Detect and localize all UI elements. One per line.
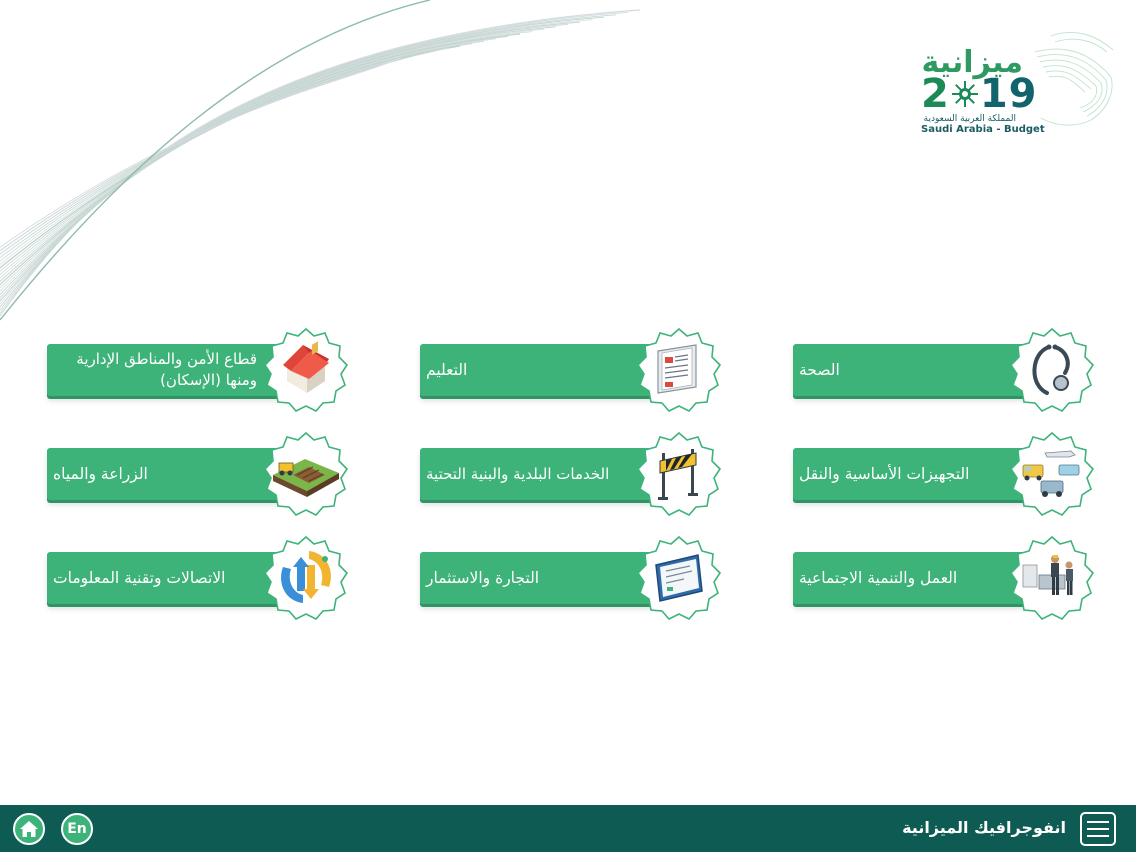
budget-2019-logo [915, 22, 1120, 140]
sector-card-agriculture-water[interactable] [47, 431, 351, 527]
sector-label: قطاع الأمن والمناطق الإدارية ومنها (الإسكان) [76, 350, 257, 389]
background-line [0, 12, 628, 326]
logo-subtitle-arabic: المملكة العربية السعودية [923, 114, 1016, 124]
background-line [0, 46, 460, 276]
sector-card-security-housing[interactable] [47, 327, 351, 423]
sector-label: التجهيزات الأساسية والنقل [799, 464, 970, 483]
sector-card-education[interactable] [420, 327, 724, 423]
background-line [0, 17, 604, 319]
sector-label: الاتصالات وتقنية المعلومات [53, 568, 226, 587]
workers-icon [1009, 535, 1095, 621]
home-button[interactable] [13, 813, 45, 845]
menu-line [1087, 835, 1109, 837]
background-line [0, 20, 592, 316]
background-accent-line [0, 0, 430, 320]
sector-label: الصحة [799, 360, 840, 379]
transport-icon [1009, 431, 1095, 517]
road-barrier-icon [636, 431, 722, 517]
language-button[interactable] [61, 813, 93, 845]
background-line [0, 29, 544, 301]
badge-outline [638, 433, 720, 515]
logo-subtitle-english: Saudi Arabia - Budget [921, 124, 1045, 135]
language-button-label: En [67, 821, 87, 837]
page-title: انفوجرافيك الميزانية [902, 818, 1066, 837]
background-line [0, 51, 436, 269]
farm-icon [263, 431, 349, 517]
logo-year-first-digit: 2 [921, 71, 950, 117]
telecom-icon [263, 535, 349, 621]
background-line [0, 41, 484, 283]
sector-card-labor-social[interactable] [793, 535, 1097, 631]
monitor-icon [636, 535, 722, 621]
badge-outline [265, 537, 347, 619]
sector-label: الزراعة والمياه [53, 464, 148, 483]
background-line [0, 15, 616, 323]
background-lines-decoration [0, 0, 660, 360]
background-line [0, 10, 640, 330]
home-icon [19, 820, 39, 838]
sector-card-infrastructure-transport[interactable] [793, 431, 1097, 527]
background-line [0, 44, 472, 280]
hamburger-menu-button[interactable] [1080, 812, 1116, 846]
background-line [0, 32, 532, 298]
sector-label: التعليم [426, 360, 468, 379]
logo-arabic-title: ميزانية [921, 45, 1023, 80]
background-line [0, 39, 496, 287]
logo-year-last-digits: 19 [979, 71, 1038, 117]
sector-card-health[interactable] [793, 327, 1097, 423]
sector-card-municipal-services[interactable] [420, 431, 724, 527]
badge-outline [1011, 329, 1093, 411]
sector-label: العمل والتنمية الاجتماعية [799, 568, 958, 587]
book-icon [636, 327, 722, 413]
background-line [0, 22, 580, 312]
menu-line [1087, 828, 1109, 830]
background-line [0, 48, 448, 272]
sector-label: التجارة والاستثمار [426, 568, 540, 587]
hamburger-menu-icon [1087, 821, 1109, 823]
logo-year [921, 71, 1038, 117]
sector-card-commerce-investment[interactable] [420, 535, 724, 631]
house-icon [263, 327, 349, 413]
background-line [0, 27, 556, 305]
stethoscope-icon [1009, 327, 1095, 413]
background-line [0, 36, 508, 290]
saudi-emblem-icon [951, 78, 979, 110]
sector-card-telecom-it[interactable] [47, 535, 351, 631]
sector-label: الخدمات البلدية والبنية التحتية [426, 464, 610, 483]
background-line [0, 24, 568, 308]
